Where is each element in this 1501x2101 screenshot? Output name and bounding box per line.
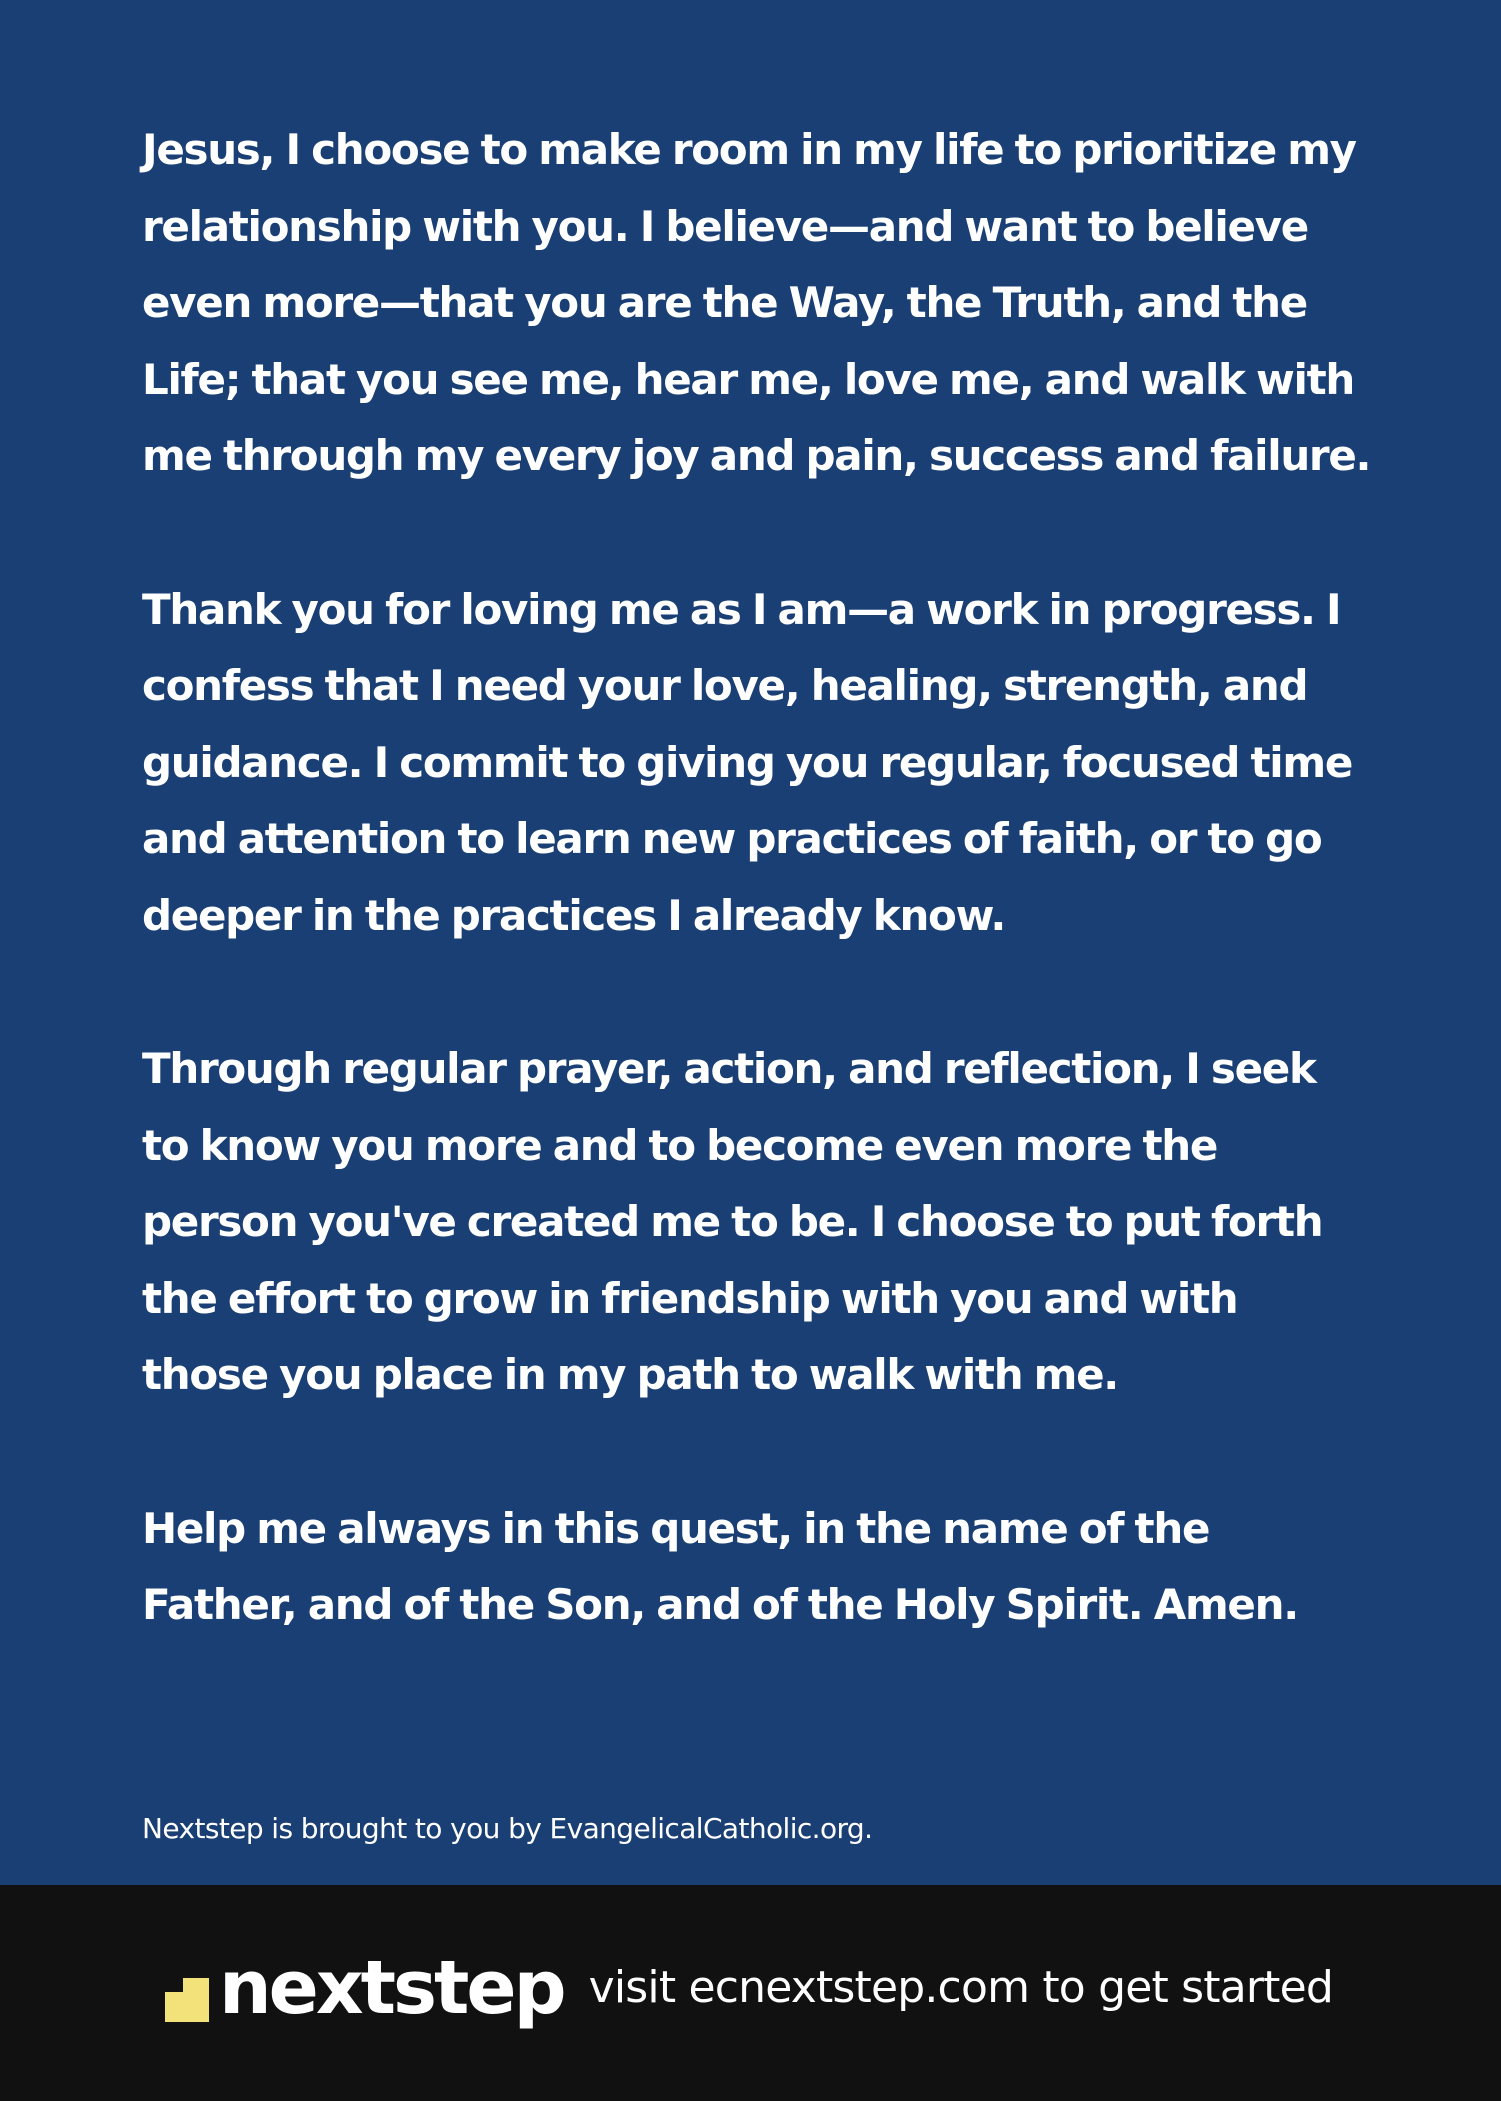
prayer-paragraph-4: Help me always in this quest, in the name of the Father, and of the Son, and of the Holy Spirit. Amen.	[142, 1503, 1298, 1629]
logo-mark-step	[183, 1978, 209, 1992]
logo-wordmark: nextstep	[219, 1945, 564, 2031]
nextstep-logo[interactable]	[165, 1933, 564, 2043]
prayer-paragraph-1: Jesus, I choose to make room in my life to prioritize my relationship with you. I believe—and want to believe even more—that you are the Way, the Truth, and the Life; that you see me, hear me, love me, and walk with me through my every joy and pain, success and failure.	[142, 125, 1371, 480]
logo-mark-block	[165, 1992, 209, 2022]
prayer-text	[142, 112, 1372, 1721]
visit-tagline[interactable]: visit ecnextstep.com to get started	[588, 1962, 1333, 2013]
footer-bar	[0, 1885, 1501, 2101]
prayer-paragraph-3: Through regular prayer, action, and reflection, I seek to know you more and to become even more the person you've created me to be. I choose to put forth the effort to grow in friendship with you and with those you place in my path to walk with me.	[142, 1044, 1323, 1399]
prayer-paragraph-2: Thank you for loving me as I am—a work in progress. I confess that I need your love, healing, strength, and guidance. I commit to giving you regular, focused time and attention to learn new practices of faith, or to go deeper in the practices I already know.	[142, 584, 1353, 940]
nextstep-step-logo-icon	[165, 1978, 209, 2022]
credit-line: Nextstep is brought to you by EvangelicalCatholic.org.	[142, 1812, 873, 1845]
